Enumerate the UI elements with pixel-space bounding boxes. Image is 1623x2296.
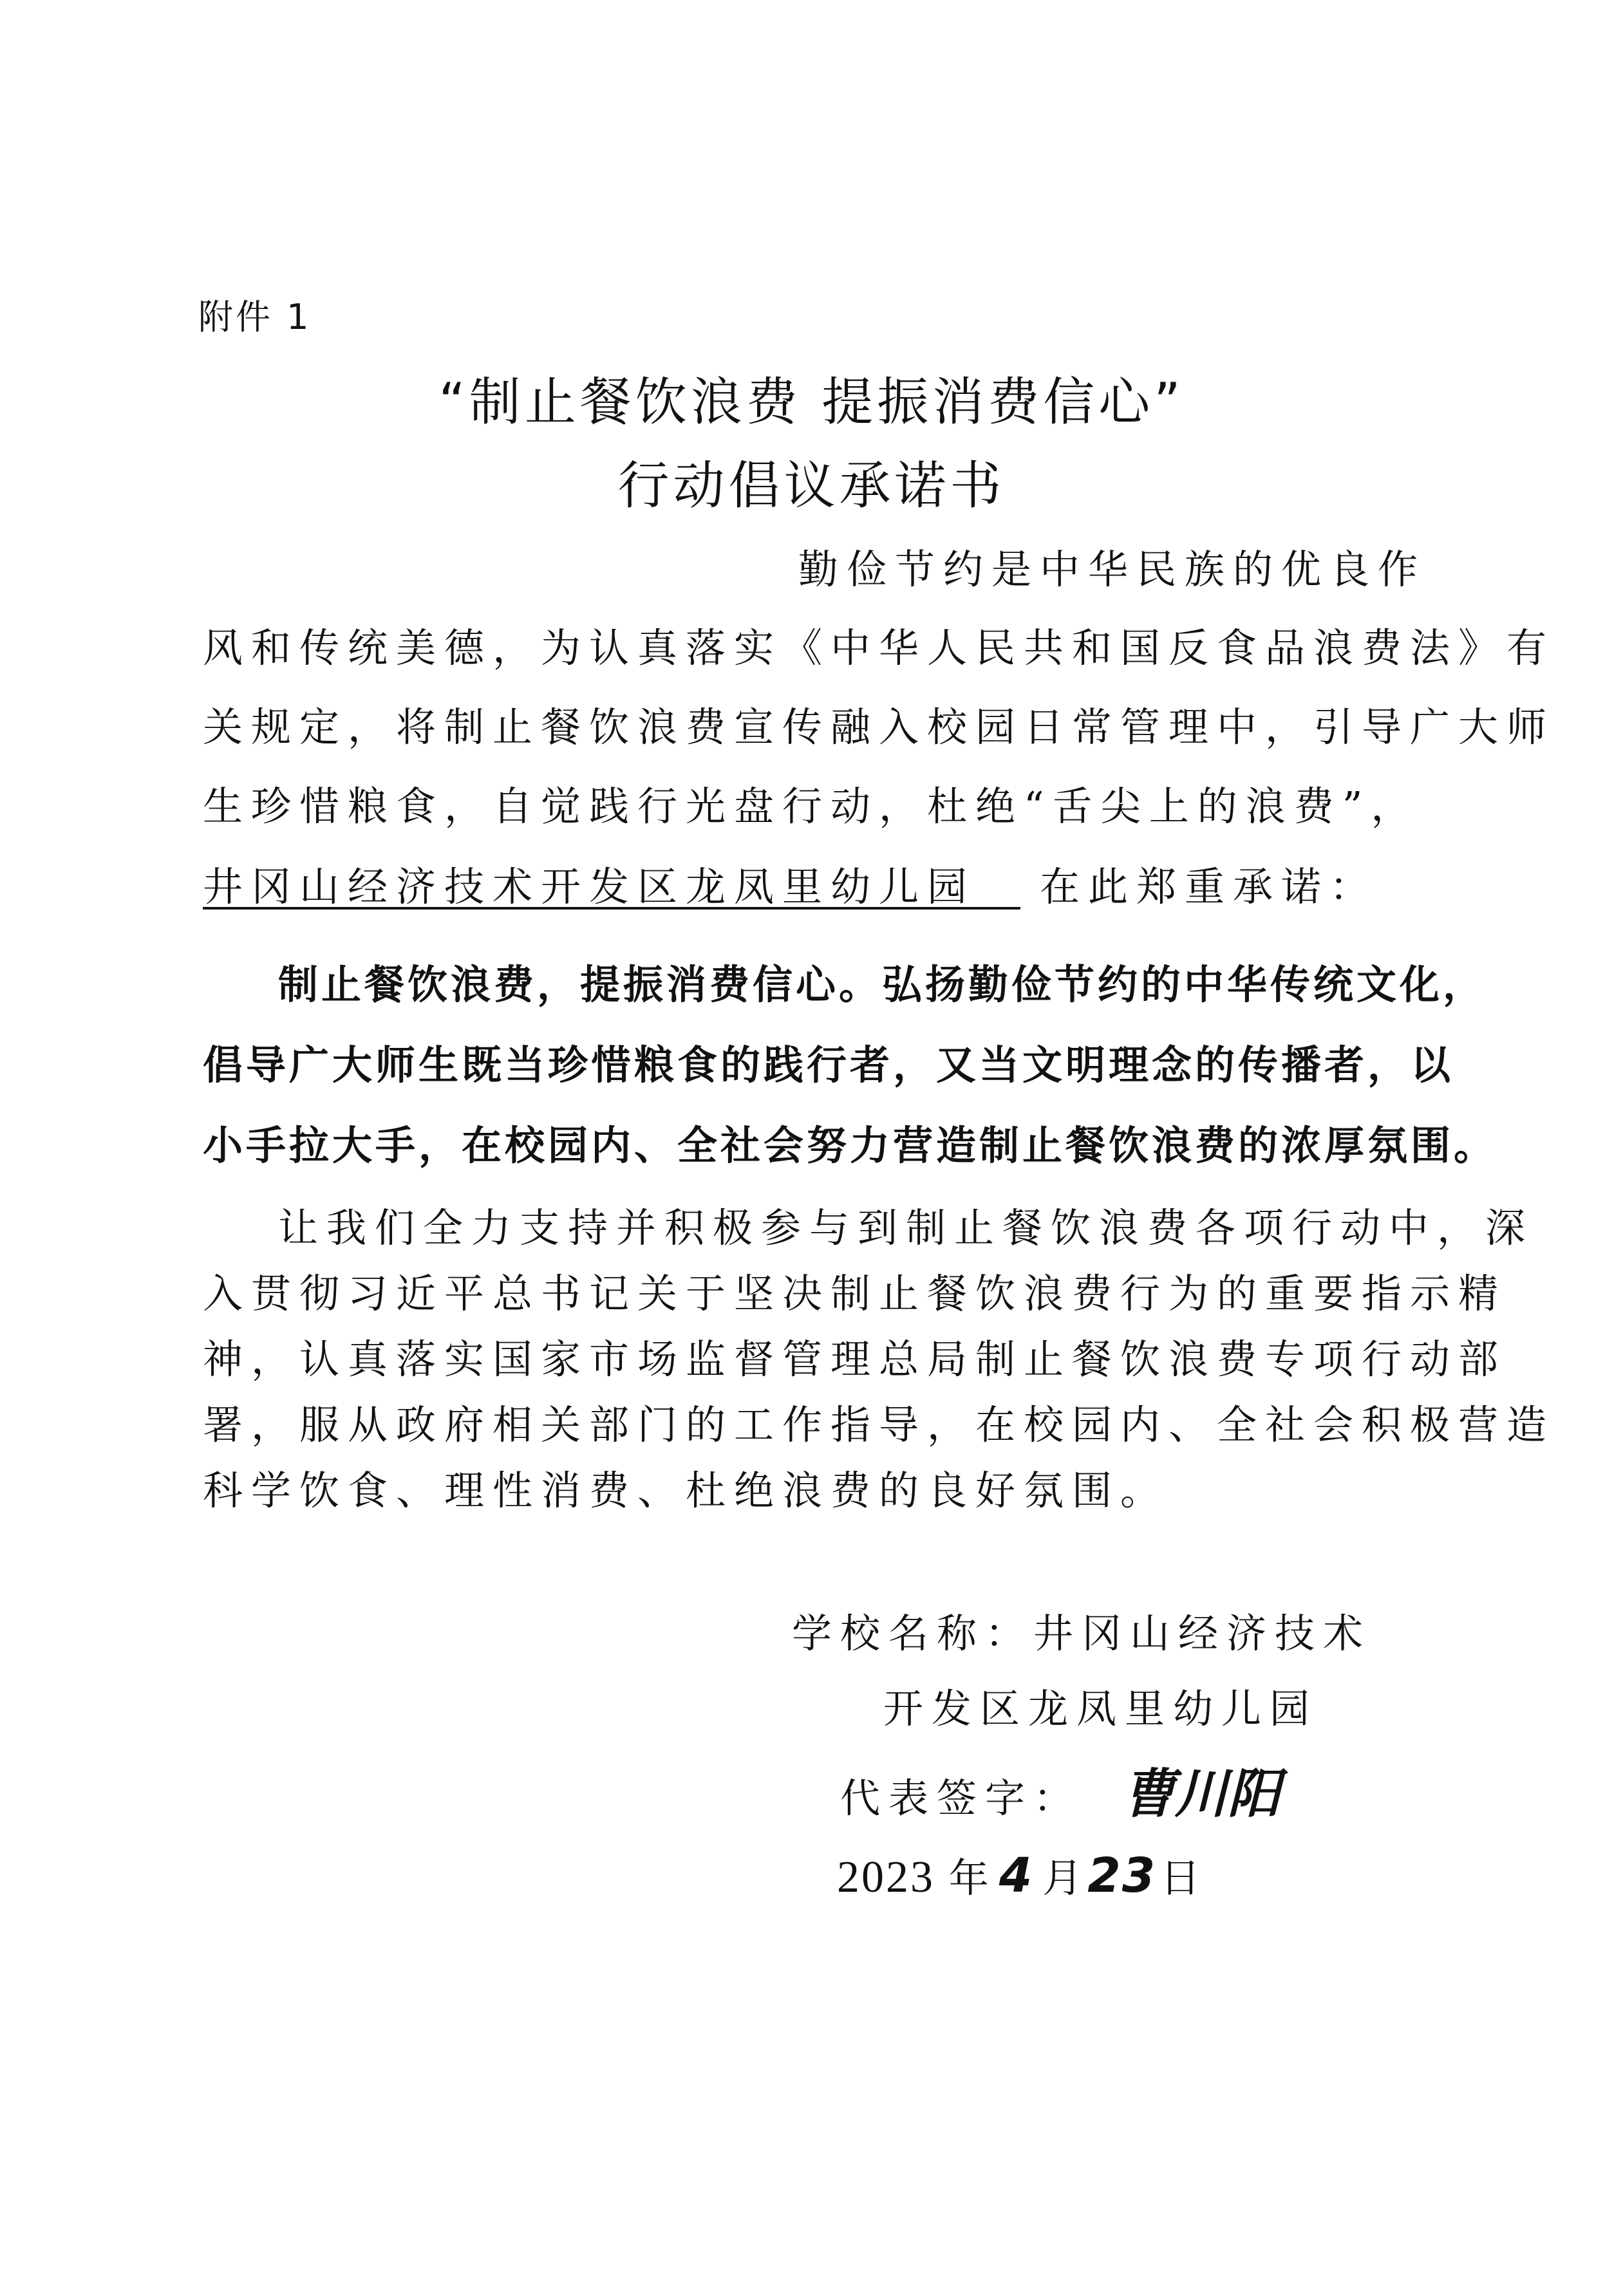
- date-day-unit: 日: [1160, 1854, 1202, 1901]
- para1-line-3: 关规定，将制止餐饮浪费宣传融入校园日常管理中，引导广大师: [203, 704, 1555, 751]
- handwritten-signature: 曹川阳: [1121, 1763, 1281, 1825]
- school-name-underlined: 井冈山经济技术开发区龙凤里幼儿园: [203, 863, 976, 910]
- para1-line-5: [203, 855, 1378, 912]
- title-line-2: 行动倡议承诺书: [617, 456, 1006, 516]
- para2-line-2: 倡导广大师生既当珍惜粮食的践行者，又当文明理念的传播者，以: [203, 1041, 1454, 1088]
- para3-line-3: 神，认真落实国家市场监督管理总局制止餐饮浪费专项行动部: [203, 1336, 1507, 1383]
- date-day-handwritten: 23: [1087, 1848, 1157, 1903]
- para3-line-1: 让我们全力支持并积极参与到制止餐饮浪费各项行动中，深: [278, 1204, 1534, 1251]
- para2-line-1: 制止餐饮浪费，提振消费信心。弘扬勤俭节约的中华传统文化，: [278, 961, 1487, 1008]
- para1-line-1: 勤俭节约是中华民族的优良作: [798, 546, 1427, 593]
- school-name-row: [792, 1601, 1371, 1659]
- para2-line-3: 小手拉大手，在校园内、全社会努力营造制止餐饮浪费的浓厚氛围。: [203, 1122, 1497, 1169]
- para1-line-4: 生珍惜粮食，自觉践行光盘行动，杜绝“舌尖上的浪费”，: [203, 783, 1420, 830]
- attachment-label: 附件 1: [198, 297, 312, 337]
- date-year-unit: 年: [948, 1854, 990, 1901]
- school-label: 学校名称：: [792, 1610, 1034, 1657]
- para1-line-2: 风和传统美德，为认真落实《中华人民共和国反食品浪费法》有: [203, 624, 1555, 671]
- school-name-line-1: 井冈山经济技术: [1033, 1610, 1372, 1657]
- para3-line-5: 科学饮食、理性消费、杜绝浪费的良好氛围。: [203, 1467, 1169, 1514]
- underline-blank: [975, 906, 1020, 910]
- para3-line-4: 署，服从政府相关部门的工作指导，在校园内、全社会积极营造: [203, 1401, 1555, 1448]
- title-line-1: “制止餐饮浪费 提振消费信心”: [438, 372, 1185, 432]
- date-month-unit: 月: [1042, 1854, 1084, 1901]
- date-month-handwritten: 4: [999, 1848, 1034, 1903]
- date-row: [837, 1846, 1201, 1903]
- date-year: 2023: [837, 1853, 935, 1902]
- commit-suffix: 在此郑重承诺：: [1040, 863, 1378, 910]
- school-name-line-2: 开发区龙凤里幼儿园: [883, 1685, 1318, 1732]
- representative-row: [840, 1752, 1281, 1827]
- para3-line-2: 入贯彻习近平总书记关于坚决制止餐饮浪费行为的重要指示精: [203, 1270, 1507, 1317]
- rep-label: 代表签字：: [840, 1775, 1082, 1822]
